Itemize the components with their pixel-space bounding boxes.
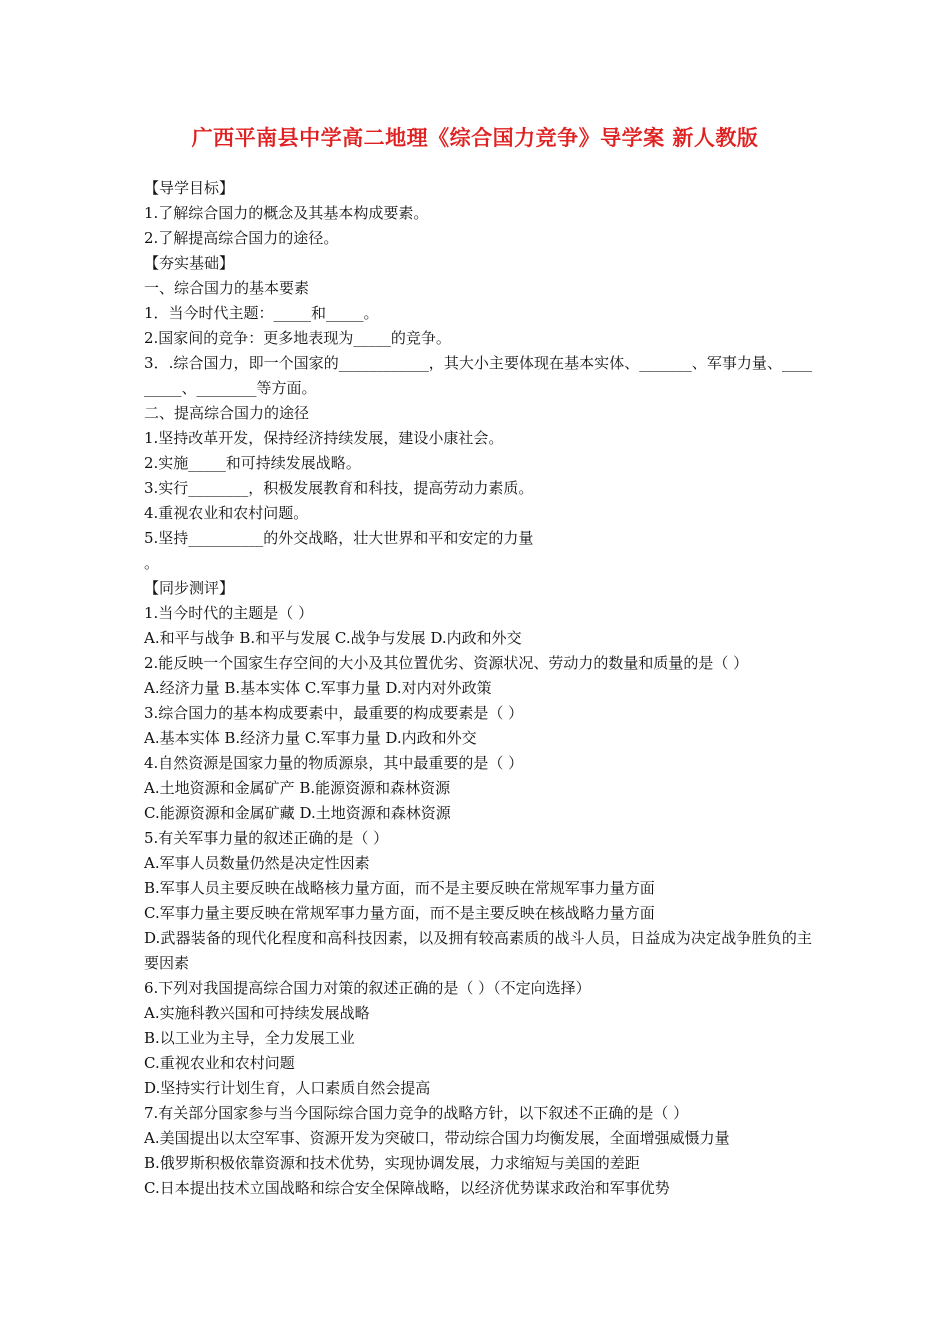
answer-options: A.基本实体 B.经济力量 C.军事力量 D.内政和外交 — [144, 729, 477, 747]
answer-option: B.俄罗斯积极依靠资源和技术优势，实现协调发展，力求缩短与美国的差距 — [144, 1154, 640, 1172]
answer-option: B.以工业为主导，全力发展工业 — [144, 1029, 355, 1047]
text-line: 1.坚持改革开发，保持经济持续发展，建设小康社会。 — [144, 429, 504, 447]
section-heading: 【同步测评】 — [144, 579, 235, 597]
answer-option: A.军事人员数量仍然是决定性因素 — [144, 854, 370, 872]
question: 7.有关部分国家参与当今国际综合国力竞争的战略方针，以下叙述不正确的是（ ） — [144, 1104, 689, 1122]
question: 1.当今时代的主题是（ ） — [144, 604, 314, 622]
answer-option: C.日本提出技术立国战略和综合安全保障战略，以经济优势谋求政治和军事优势 — [144, 1179, 670, 1197]
section-heading: 【夯实基础】 — [144, 254, 235, 272]
text-line: 2.了解提高综合国力的途径。 — [144, 229, 339, 247]
subsection-heading: 一、综合国力的基本要素 — [144, 279, 310, 297]
text-line: 2.实施_____和可持续发展战略。 — [144, 454, 361, 472]
section-heading: 【导学目标】 — [144, 179, 235, 197]
answer-options: A.经济力量 B.基本实体 C.军事力量 D.对内对外政策 — [144, 679, 492, 697]
answer-option: C.重视农业和农村问题 — [144, 1054, 295, 1072]
question: 4.自然资源是国家力量的物质源泉，其中最重要的是（ ） — [144, 754, 524, 772]
text-line: 1.了解综合国力的概念及其基本构成要素。 — [144, 204, 429, 222]
text-line: 2.国家间的竞争：更多地表现为_____的竞争。 — [144, 329, 451, 347]
answer-options: A.土地资源和金属矿产 B.能源资源和森林资源 — [144, 779, 451, 797]
text-line: 。 — [144, 554, 160, 572]
answer-option: C.军事力量主要反映在常规军事力量方面，而不是主要反映在核战略力量方面 — [144, 904, 655, 922]
question: 3.综合国力的基本构成要素中，最重要的构成要素是（ ） — [144, 704, 524, 722]
document-title: 广西平南县中学高二地理《综合国力竞争》导学案 新人教版 — [191, 125, 759, 150]
question: 2.能反映一个国家生存空间的大小及其位置优劣、资源状况、劳动力的数量和质量的是（ ） — [144, 654, 749, 672]
text-line: 1．当今时代主题：_____和_____。 — [144, 304, 379, 322]
subsection-heading: 二、提高综合国力的途径 — [144, 404, 310, 422]
question: 6.下列对我国提高综合国力对策的叙述正确的是（ ）（不定向选择） — [144, 979, 591, 997]
text-line: 3.实行________，积极发展教育和科技，提高劳动力素质。 — [144, 479, 534, 497]
answer-option: A.美国提出以太空军事、资源开发为突破口，带动综合国力均衡发展，全面增强威慑力量 — [144, 1129, 730, 1147]
text-line: 4.重视农业和农村问题。 — [144, 504, 309, 522]
answer-option: D.武器装备的现代化程度和高科技因素，以及拥有较高素质的战斗人员，日益成为决定战争胜负的主要因素 — [144, 929, 812, 972]
answer-options: C.能源资源和金属矿藏 D.土地资源和森林资源 — [144, 804, 451, 822]
question: 5.有关军事力量的叙述正确的是（ ） — [144, 829, 389, 847]
answer-options: A.和平与战争 B.和平与发展 C.战争与发展 D.内政和外交 — [144, 629, 522, 647]
document-body — [144, 176, 812, 1201]
answer-option: D.坚持实行计划生育，人口素质自然会提高 — [144, 1079, 431, 1097]
text-line: 5.坚持__________的外交战略，壮大世界和平和安定的力量 — [144, 529, 534, 547]
answer-option: A.实施科教兴国和可持续发展战略 — [144, 1004, 370, 1022]
text-line: 3．.综合国力，即一个国家的____________，其大小主要体现在基本实体、_______、军事力量、_________、________等方面。 — [144, 354, 812, 397]
answer-option: B.军事人员主要反映在战略核力量方面，而不是主要反映在常规军事力量方面 — [144, 879, 655, 897]
